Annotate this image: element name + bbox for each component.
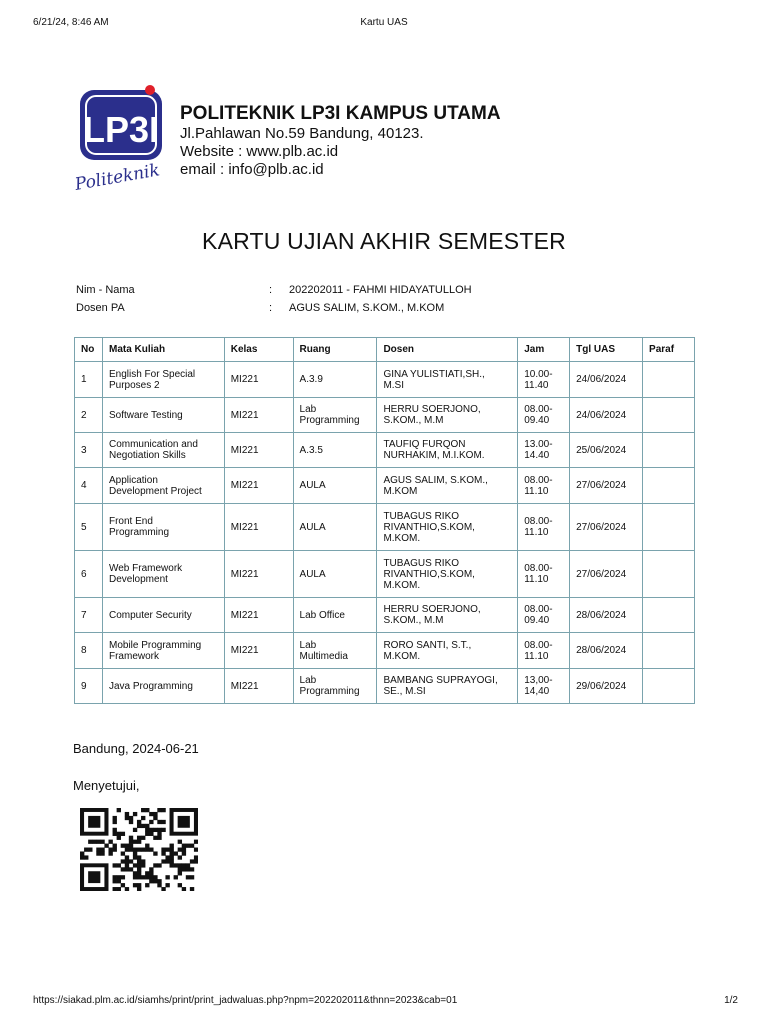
cell-dosen-line: TAUFIQ FURQON [383,439,466,450]
print-header [0,17,768,31]
cell-ruang-line: AULA [299,521,326,533]
cell-mata-kuliah-line: Development [108,574,168,585]
institution-address: Jl.Pahlawan No.59 Bandung, 40123. [180,125,424,142]
cell-ruang [293,504,377,551]
cell-mata-kuliah [102,669,224,704]
cell-jam-line: 11.40 [524,379,549,391]
cell-tgl-uas: 27/06/2024 [570,468,643,504]
cell-jam [518,598,570,633]
cell-ruang [293,633,377,669]
cell-no: 9 [75,669,103,704]
logo-text: LP3I [82,109,160,150]
cell-dosen-line: M.KOM. [383,532,421,544]
cell-jam-line: 09.40 [524,415,550,426]
cell-jam-line: 13.00- [524,439,553,450]
cell-paraf [643,669,695,704]
cell-mata-kuliah-line: Framework [108,650,159,662]
cell-no: 8 [75,633,103,669]
cell-jam-line: 08.00- [524,404,553,415]
cell-kelas: MI221 [224,433,293,468]
cell-dosen-line: HERRU SOERJONO, [383,604,481,615]
column-header: Jam [518,338,570,362]
cell-paraf [643,633,695,669]
cell-no: 2 [75,398,103,433]
cell-mata-kuliah [102,551,224,598]
cell-tgl-uas: 24/06/2024 [570,362,643,398]
nim-value: 202202011 - FAHMI HIDAYATULLOH [289,284,472,296]
cell-dosen [377,468,518,504]
cell-mata-kuliah [102,468,224,504]
cell-mata-kuliah [102,398,224,433]
cell-ruang-line: AULA [299,568,326,580]
cell-tgl-uas: 24/06/2024 [570,398,643,433]
dosen-pa-row [76,302,676,320]
cell-jam [518,362,570,398]
cell-jam-line: 14,40 [524,686,550,697]
cell-no: 6 [75,551,103,598]
table-row [75,433,695,468]
institution-block [180,103,501,179]
cell-ruang [293,433,377,468]
table-row [75,669,695,704]
cell-mata-kuliah-line: Application [108,474,158,486]
cell-mata-kuliah-line: Computer Security [108,609,192,621]
table-row [75,551,695,598]
print-url: https://siakad.plm.ac.id/siamhs/print/print_jadwaluas.php?npm=202202011&thnn=2023&cab=01 [33,995,458,1006]
cell-tgl-uas: 28/06/2024 [570,598,643,633]
cell-mata-kuliah [102,598,224,633]
cell-mata-kuliah-line: Software Testing [108,409,183,421]
cell-mata-kuliah-line: Programming [108,527,170,538]
cell-dosen-line: M.KOM. [383,579,421,591]
cell-mata-kuliah-line: Communication and [108,439,198,450]
cell-jam [518,504,570,551]
cell-mata-kuliah-line: Purposes 2 [108,379,160,391]
cell-jam [518,433,570,468]
cell-jam-line: 09.40 [524,615,550,626]
document-title: KARTU UJIAN AKHIR SEMESTER [202,228,566,254]
cell-mata-kuliah-line: Negotiation Skills [108,450,186,461]
cell-jam-line: 11.10 [524,485,549,497]
cell-paraf [643,504,695,551]
cell-kelas: MI221 [224,598,293,633]
lp3i-logo-icon [70,82,174,198]
table-body [75,362,695,704]
cell-dosen-line: AGUS SALIM, S.KOM., [383,474,488,486]
cell-kelas: MI221 [224,669,293,704]
cell-mata-kuliah-line: Development Project [108,485,202,497]
cell-jam-line: 11.10 [524,650,549,662]
column-header: Paraf [643,338,695,362]
cell-dosen-line: M.KOM. [383,650,421,662]
dosen-pa-value: AGUS SALIM, S.KOM., M.KOM [289,302,445,314]
nim-label: Nim - Nama [76,284,135,296]
cell-mata-kuliah [102,633,224,669]
place-date: Bandung, 2024-06-21 [73,741,199,756]
cell-ruang-line: Lab [299,639,317,651]
cell-ruang-line: Lab [299,675,317,686]
cell-dosen-line: M.KOM [383,485,418,497]
column-header: No [75,338,103,362]
nim-colon: : [269,284,273,296]
cell-dosen [377,362,518,398]
cell-dosen [377,598,518,633]
column-header: Dosen [377,338,518,362]
student-info [76,284,676,320]
cell-no: 4 [75,468,103,504]
cell-paraf [643,598,695,633]
table-row [75,504,695,551]
cell-ruang-line: Programming [299,686,360,697]
cell-dosen-line: RORO SANTI, S.T., [383,639,472,651]
cell-tgl-uas: 27/06/2024 [570,504,643,551]
cell-dosen-line: NURHAKIM, M.I.KOM. [383,450,485,461]
cell-paraf [643,468,695,504]
cell-mata-kuliah-line: Java Programming [108,680,193,692]
table-row [75,598,695,633]
cell-dosen [377,669,518,704]
cell-mata-kuliah-line: Web Framework [108,563,183,574]
cell-no: 5 [75,504,103,551]
lp3i-logo [70,82,174,198]
cell-mata-kuliah [102,433,224,468]
cell-dosen-line: GINA YULISTIATI,SH., [383,368,485,380]
cell-jam [518,551,570,598]
cell-ruang [293,362,377,398]
cell-ruang-line: AULA [299,480,326,491]
approval-label: Menyetujui, [73,778,140,793]
cell-mata-kuliah [102,362,224,398]
cell-jam [518,468,570,504]
cell-jam-line: 08.00- [524,604,553,615]
cell-paraf [643,398,695,433]
cell-tgl-uas: 27/06/2024 [570,551,643,598]
table-row [75,398,695,433]
cell-jam-line: 08.00- [524,516,553,527]
cell-dosen [377,504,518,551]
table-header-row [75,338,695,362]
cell-dosen [377,433,518,468]
cell-tgl-uas: 29/06/2024 [570,669,643,704]
cell-ruang-line: A.3.5 [299,444,323,456]
column-header: Kelas [224,338,293,362]
qr-code-icon [80,808,198,891]
cell-ruang-line: Lab [299,404,317,415]
institution-email: email : info@plb.ac.id [180,161,324,178]
cell-jam-line: 13,00- [524,675,553,686]
cell-tgl-uas: 28/06/2024 [570,633,643,669]
cell-mata-kuliah-line: Mobile Programming [108,639,202,651]
cell-dosen [377,633,518,669]
dosen-pa-label: Dosen PA [76,302,125,314]
page-number: 1/2 [724,995,738,1006]
logo-script-text: Politeknik [73,160,162,195]
qr-code [80,808,198,891]
cell-ruang [293,551,377,598]
cell-jam-line: 10.00- [524,368,553,380]
cell-kelas: MI221 [224,398,293,433]
cell-jam-line: 11.10 [524,527,549,538]
cell-jam [518,398,570,433]
table-row [75,362,695,398]
cell-dosen [377,551,518,598]
cell-ruang [293,398,377,433]
column-header: Ruang [293,338,377,362]
exam-schedule-table [74,337,695,704]
cell-paraf [643,433,695,468]
cell-kelas: MI221 [224,468,293,504]
cell-jam-line: 08.00- [524,474,553,486]
cell-paraf [643,551,695,598]
cell-dosen-line: RIVANTHIO,S.KOM, [383,521,475,533]
cell-dosen-line: S.KOM., M.M [383,415,444,426]
cell-ruang-line: Multimedia [299,650,348,662]
cell-dosen-line: SE., M.SI [383,686,426,697]
cell-ruang [293,468,377,504]
cell-jam-line: 08.00- [524,563,553,574]
cell-ruang-line: Lab Office [299,609,345,621]
cell-mata-kuliah-line: English For Special [108,368,196,380]
dosen-pa-colon: : [269,302,273,314]
table-row [75,468,695,504]
cell-jam-line: 11.10 [524,574,549,585]
cell-jam-line: 14.40 [524,450,550,461]
cell-dosen [377,398,518,433]
cell-tgl-uas: 25/06/2024 [570,433,643,468]
cell-dosen-line: BAMBANG SUPRAYOGI, [383,675,498,686]
institution-website: Website : www.plb.ac.id [180,143,339,160]
cell-kelas: MI221 [224,504,293,551]
cell-ruang-line: Programming [299,415,360,426]
cell-no: 7 [75,598,103,633]
cell-jam-line: 08.00- [524,639,553,651]
cell-dosen-line: HERRU SOERJONO, [383,404,481,415]
cell-ruang [293,669,377,704]
cell-ruang [293,598,377,633]
cell-no: 3 [75,433,103,468]
cell-mata-kuliah-line: Front End [108,516,153,527]
cell-kelas: MI221 [224,362,293,398]
cell-jam [518,669,570,704]
column-header: Tgl UAS [570,338,643,362]
cell-dosen-line: RIVANTHIO,S.KOM, [383,568,475,580]
cell-dosen-line: TUBAGUS RIKO [383,510,460,522]
cell-ruang-line: A.3.9 [299,374,323,385]
cell-kelas: MI221 [224,551,293,598]
cell-kelas: MI221 [224,633,293,669]
nim-row [76,284,676,302]
print-title: Kartu UAS [360,17,408,28]
cell-jam [518,633,570,669]
institution-name: POLITEKNIK LP3I KAMPUS UTAMA [180,103,501,124]
print-datetime: 6/21/24, 8:46 AM [33,17,109,28]
cell-dosen-line: S.KOM., M.M [383,615,444,626]
table-row [75,633,695,669]
cell-no: 1 [75,362,103,398]
column-header: Mata Kuliah [102,338,224,362]
cell-mata-kuliah [102,504,224,551]
cell-dosen-line: TUBAGUS RIKO [383,557,460,569]
cell-dosen-line: M.SI [383,379,405,391]
cell-paraf [643,362,695,398]
